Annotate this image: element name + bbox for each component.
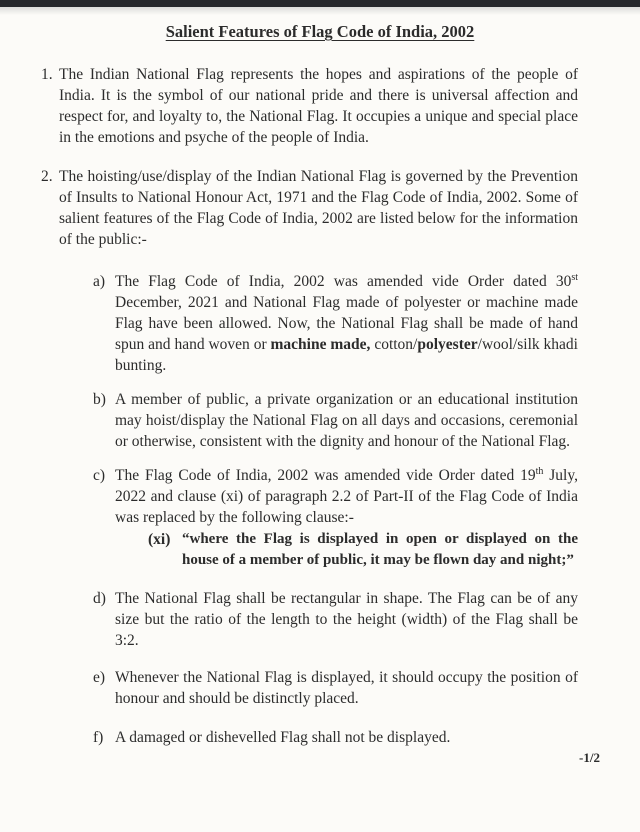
lettered-item-a <box>93 271 578 376</box>
page-title: Salient Features of Flag Code of India, 2002 <box>165 22 475 41</box>
numbered-item-1 <box>41 64 578 148</box>
item-letter: b) <box>93 391 106 408</box>
clause-label: (xi) <box>148 531 171 548</box>
item-paragraph: The Flag Code of India, 2002 was amended vide Order dated 19th July, 2022 and clause (xi) of paragraph 2.2 of Part-II of the Flag Code of India was replaced by the following clause:- <box>115 465 578 526</box>
item-letter: c) <box>93 467 106 484</box>
item-letter: e) <box>93 669 106 686</box>
item-paragraph: A damaged or dishevelled Flag shall not be displayed. <box>115 729 451 746</box>
page-number: -1/2 <box>579 750 600 765</box>
item-paragraph: The Indian National Flag represents the hopes and aspirations of the people of India. It is the symbol of our national pride and there is universal affection and respect for, and loyalty to, the National Flag. It occupies a unique and special place in the emotions and psyche of the people of India. <box>59 66 578 146</box>
item-paragraph: The National Flag shall be rectangular in shape. The Flag can be of any size but the ratio of the length to the height (width) of the Flag shall be 3:2. <box>115 590 578 649</box>
item-letter: a) <box>93 273 106 290</box>
item-number: 1. <box>41 66 53 83</box>
numbered-item-2 <box>41 166 578 250</box>
item-letter: d) <box>93 590 106 607</box>
lettered-item-e <box>93 667 578 709</box>
clause-xi <box>148 529 578 571</box>
scan-edge-bar <box>0 0 640 7</box>
item-paragraph: The hoisting/use/display of the Indian National Flag is governed by the Prevention of Insults to National Honour Act, 1971 and the Flag Code of India, 2002. Some of salient features of the Flag Code of India, 2002 are listed below for the information of the public:- <box>59 168 578 248</box>
clause-text: “where the Flag is displayed in open or displayed on the house of a member of public, it may be flown day and night;” <box>182 531 578 568</box>
lettered-item-c <box>93 465 578 571</box>
item-paragraph: A member of public, a private organization or an educational institution may hoist/display the National Flag on all days and occasions, ceremonial or otherwise, consistent with the dignity and honour of the National Flag. <box>115 391 578 450</box>
item-paragraph: The Flag Code of India, 2002 was amended vide Order dated 30st December, 2021 and National Flag made of polyester or machine made Flag have been allowed. Now, the National Flag shall be made of hand spun and hand woven or machine made, cotton/polyester/wool/silk khadi bunting. <box>115 271 578 374</box>
item-body <box>115 465 578 571</box>
lettered-item-d <box>93 588 578 651</box>
item-paragraph: Whenever the National Flag is displayed, it should occupy the position of honour and should be distinctly placed. <box>115 669 578 707</box>
scan-edge-shadow <box>0 7 640 15</box>
item-number: 2. <box>41 168 53 185</box>
lettered-item-f <box>93 727 578 748</box>
item-letter: f) <box>93 729 104 746</box>
lettered-item-b <box>93 389 578 452</box>
